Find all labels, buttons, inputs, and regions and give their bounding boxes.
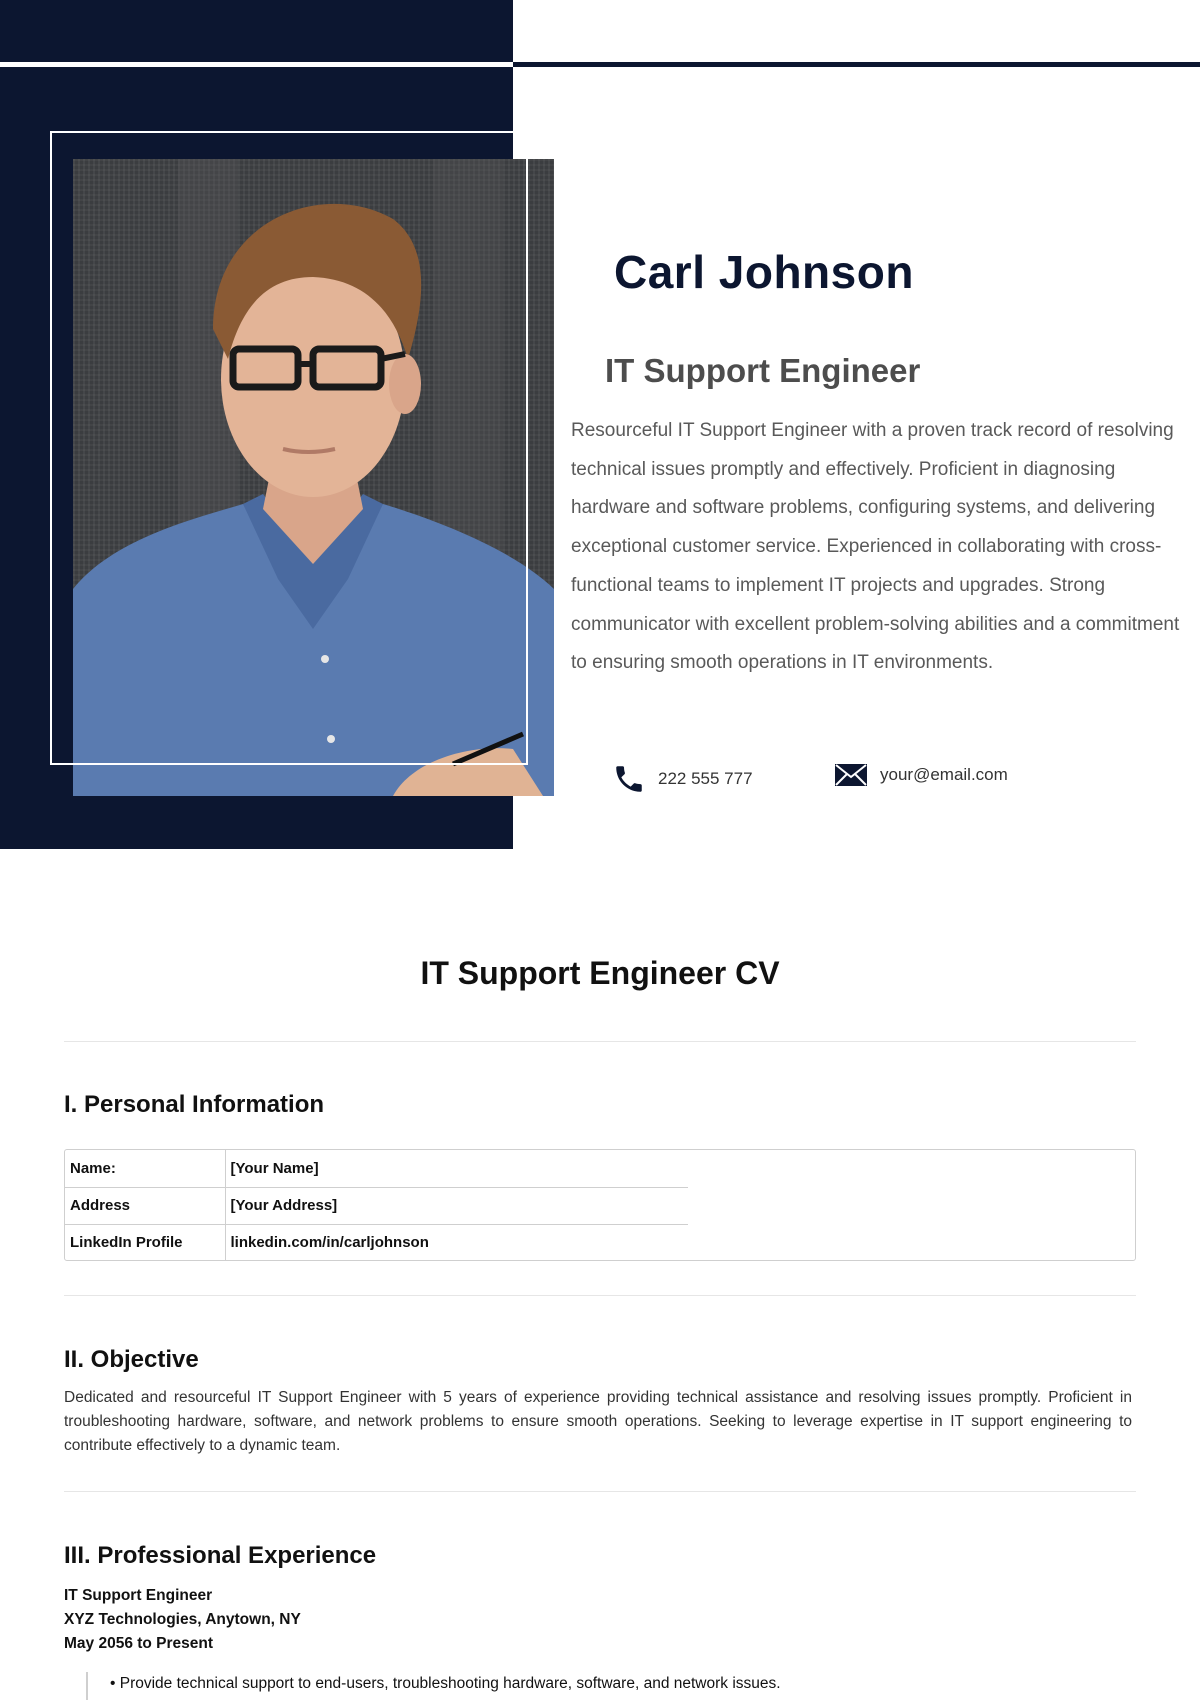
contact-phone [612, 762, 753, 796]
job-company: XYZ Technologies, Anytown, NY [64, 1611, 301, 1628]
cv-title: IT Support Engineer CV [420, 955, 780, 991]
section-heading-objective: II. Objective [64, 1346, 199, 1373]
profile-summary: Resourceful IT Support Engineer with a proven track record of resolving technical issues promptly and effectively. Proficient in diagnosing hardware and software problems, configuring systems, and delivering exceptional customer service. Experienced in collaborating with cross-functional teams to implement IT projects and upgrades. Strong communicator with excellent problem-solving abilities and a commitment to ensuring smooth operations in IT environments. [571, 420, 1180, 674]
divider [64, 1041, 1136, 1042]
section-heading-personal: I. Personal Information [64, 1091, 325, 1118]
divider [64, 1491, 1136, 1492]
phone-number[interactable]: 222 555 777 [658, 769, 753, 788]
profile-photo [73, 159, 554, 796]
job-period: May 2056 to Present [64, 1635, 214, 1652]
email-address[interactable]: your@email.com [880, 765, 1008, 784]
job-title: IT Support Engineer [64, 1587, 213, 1604]
phone-icon [612, 762, 646, 796]
top-rule [513, 62, 1200, 67]
hero-divider-line [0, 62, 513, 67]
objective-text: Dedicated and resourceful IT Support Engineer with 5 years of experience providing technical assistance and resolving issues promptly. Proficient in troubleshooting hardware, software, and network problems to ensure smooth operations. Seeking to leverage expertise in IT support engineering to contribute effectively to a dynamic team. [64, 1389, 1132, 1454]
row-value: [Your Address] [225, 1187, 688, 1224]
duties-indent-bar [86, 1672, 88, 1700]
envelope-icon [834, 762, 868, 788]
candidate-role: IT Support Engineer [605, 352, 921, 389]
job-duty: • Provide technical support to end-users, troubleshooting hardware, software, and network issues. [110, 1675, 781, 1692]
row-label: Address [65, 1187, 225, 1224]
table-row [65, 1187, 688, 1224]
contact-email [834, 762, 1008, 788]
row-value: [Your Name] [225, 1150, 688, 1187]
table-row [65, 1224, 688, 1261]
divider [64, 1295, 1136, 1296]
candidate-name: Carl Johnson [614, 246, 914, 298]
section-heading-experience: III. Professional Experience [64, 1542, 377, 1569]
table-row [65, 1150, 688, 1187]
row-value: linkedin.com/in/carljohnson [230, 1234, 429, 1252]
row-label: LinkedIn Profile [65, 1224, 225, 1261]
personal-info-table [64, 1149, 1136, 1261]
row-label: Name: [65, 1150, 225, 1187]
